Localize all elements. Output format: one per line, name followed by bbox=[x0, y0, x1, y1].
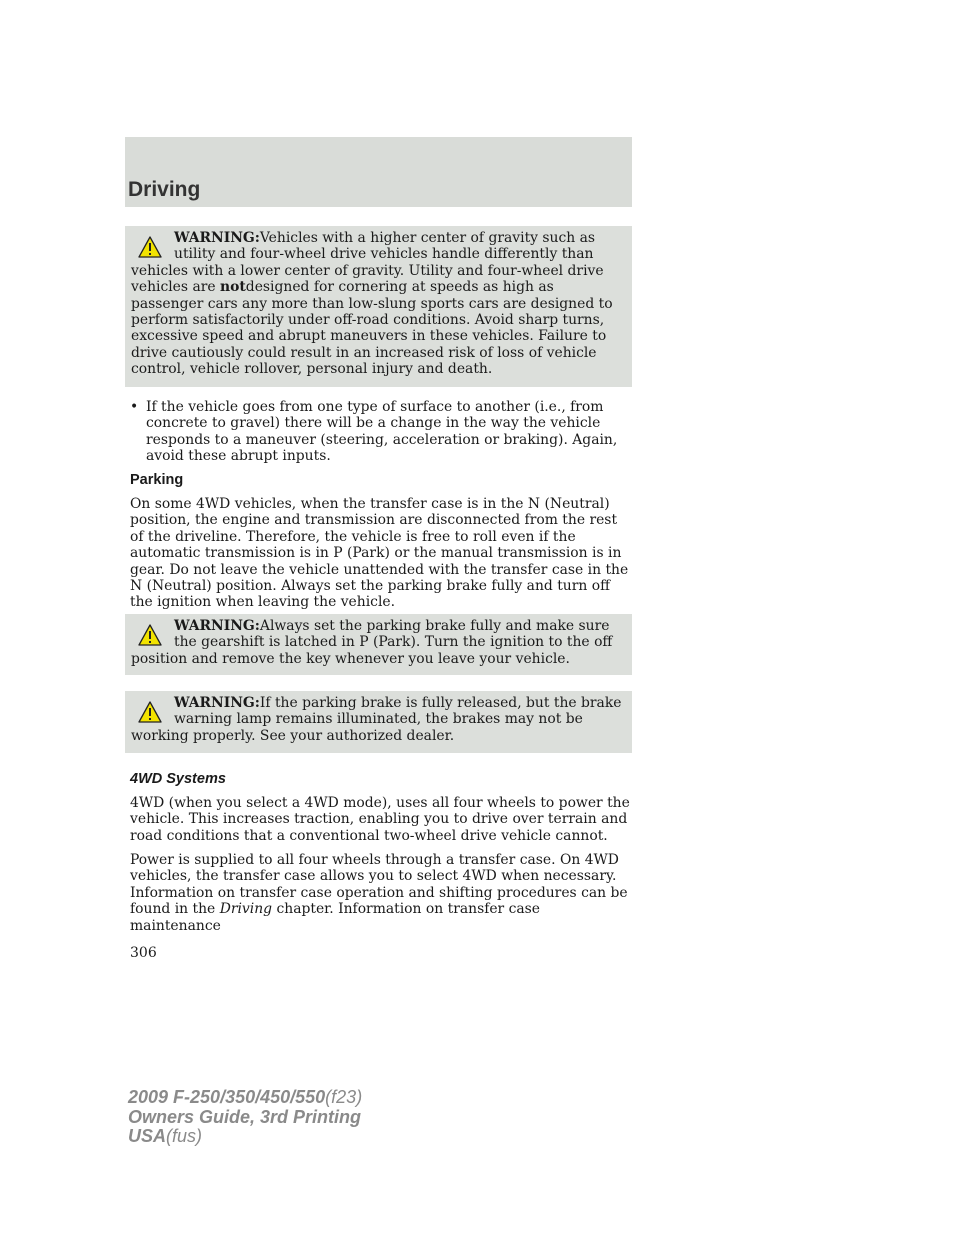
warning-body-text: position and remove the key whenever you leave your vehicle. bbox=[131, 650, 570, 667]
parking-paragraph: On some 4WD vehicles, when the transfer case is in the N (Neutral) position, the engine and transmission are disconnected from the rest of the driveline. Therefore, the vehicle is free to roll even if the automatic transmission is in P (Park) or the manual transmission is in gear. Do not leave the vehicle unattended with the transfer case in the N (Neutral) position. Always set the parking brake fully and turn off the ignition when leaving the vehicle. bbox=[130, 496, 629, 611]
warning-body-text-continued: designed for cornering at speeds as high as passenger cars any more than low-slung sports cars are designed to perform satisfactorily under off-road conditions. Avoid sharp turns, excessive speed and abrupt maneuvers in these vehicles. Failure to drive cautiously could result in an increased risk of loss of vehicle control, vehicle rollover, personal injury and death. bbox=[131, 279, 613, 378]
warning-label: WARNING: bbox=[174, 695, 260, 711]
systems-paragraph-1: 4WD (when you select a 4WD mode), uses all four wheels to power the vehicle. This increases traction, enabling you to drive over terrain and road conditions that a conventional two-wheel drive vehicle cannot. bbox=[130, 795, 630, 844]
footer-model: 2009 F-250/350/450/550 bbox=[128, 1087, 326, 1107]
warning-lead-text: Always set the parking brake fully and make sure the gearshift is latched in P (Park). Turn the ignition to the off bbox=[174, 618, 613, 651]
footer-country-code: (fus) bbox=[166, 1126, 203, 1146]
warning-emphasis: not bbox=[220, 279, 246, 296]
footer-country: USA bbox=[128, 1126, 167, 1146]
page-number: 306 bbox=[130, 945, 157, 961]
warning-body-text: working properly. See your authorized dealer. bbox=[131, 727, 455, 744]
section-heading-4wd-systems: 4WD Systems bbox=[130, 771, 226, 787]
warning-triangle-icon bbox=[138, 701, 162, 723]
warning-body-text: vehicles with a lower center of gravity. Utility and four-wheel drive vehicles are bbox=[131, 262, 604, 296]
footer-print-info bbox=[128, 1088, 362, 1147]
warning-box-brake-lamp bbox=[125, 691, 632, 753]
footer-model-code: (f23) bbox=[325, 1087, 363, 1107]
warning-box-parking-brake bbox=[125, 614, 632, 675]
chapter-reference: Driving bbox=[219, 901, 273, 918]
systems-paragraph-2: Power is supplied to all four wheels through a transfer case. On 4WD vehicles, the transfer case allows you to select 4WD when necessary. Information on transfer case operation and shifting procedures can be found in the Driving chapter. Information on transfer case maintenance bbox=[130, 852, 628, 934]
header-band bbox=[125, 137, 632, 207]
bullet-symbol: • bbox=[130, 399, 139, 415]
warning-triangle-icon bbox=[138, 624, 162, 646]
warning-box-center-of-gravity bbox=[125, 226, 632, 387]
bullet-text: If the vehicle goes from one type of surface to another (i.e., from concrete to gravel) there will be a change in the way the vehicle responds to a maneuver (steering, acceleration or braking). Again, avoid these abrupt inputs. bbox=[146, 399, 618, 465]
footer-edition: Owners Guide, 3rd Printing bbox=[128, 1106, 362, 1127]
warning-label: WARNING: bbox=[174, 618, 260, 634]
section-heading-parking: Parking bbox=[130, 472, 184, 488]
list-item bbox=[130, 399, 630, 465]
warning-triangle-icon bbox=[138, 236, 162, 258]
warning-lead-text: If the parking brake is fully released, but the brake warning lamp remains illuminated, the brakes may not be bbox=[174, 695, 622, 728]
warning-lead-text: Vehicles with a higher center of gravity such as utility and four-wheel drive vehicles handle differently than bbox=[174, 230, 596, 263]
page-title: Driving bbox=[128, 178, 201, 201]
warning-label: WARNING: bbox=[174, 230, 260, 246]
